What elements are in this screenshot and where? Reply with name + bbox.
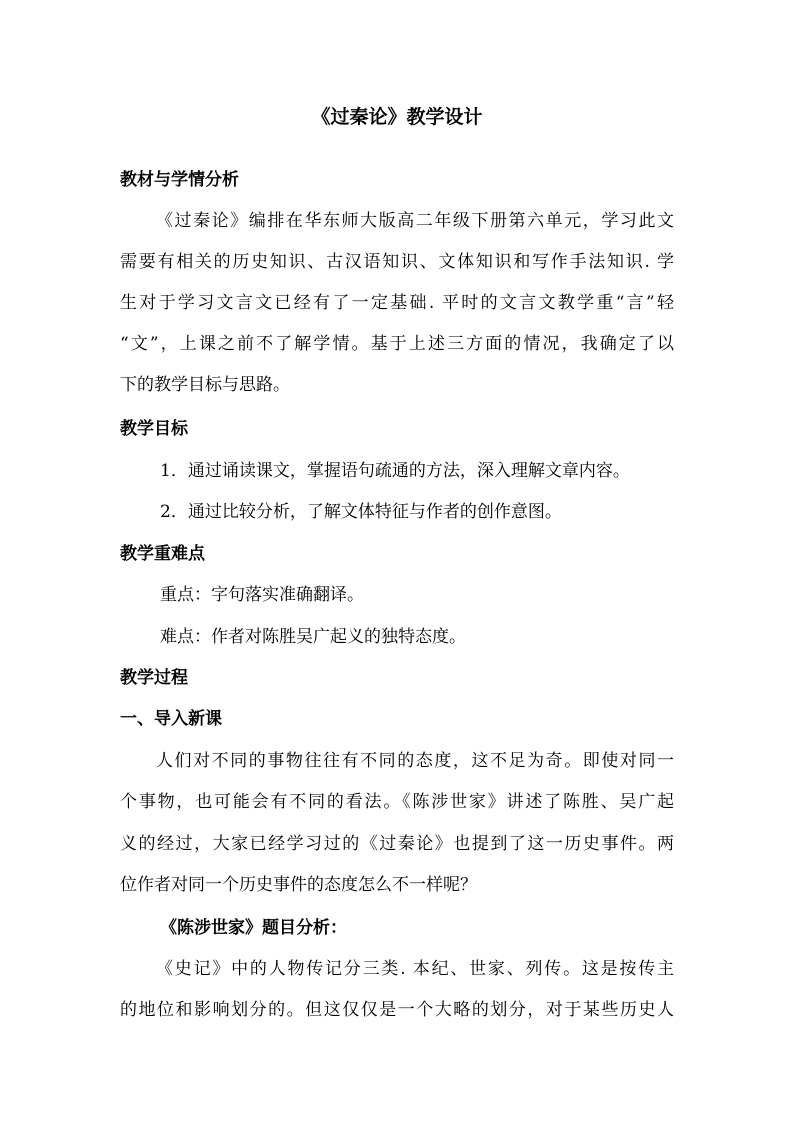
analysis-line-2: 需要有相关的历史知识、古汉语知识、文体知识和写作手法知识. 学	[120, 252, 674, 272]
document-title: 《过秦论》教学设计	[311, 106, 483, 128]
difficulty-item: 难点：作者对陈胜吴广起义的独特态度。	[160, 627, 466, 647]
analysis-line-5: 下的教学目标与思路。	[120, 375, 290, 395]
key-point-item: 重点：字句落实准确翻译。	[160, 585, 364, 605]
step1-line-2: 个事物，也可能会有不同的看法。《陈涉世家》讲述了陈胜、吴广起	[120, 792, 674, 812]
step-heading-introduction: 一、导入新课	[120, 709, 222, 729]
sub-heading-title-analysis: 《陈涉世家》题目分析：	[160, 918, 347, 938]
step1-line-1: 人们对不同的事物往往有不同的态度，这不足为奇。即使对同一	[156, 751, 674, 771]
section-heading-process: 教学过程	[120, 668, 188, 688]
goal-item-2: 2．通过比较分析，了解文体特征与作者的创作意图。	[160, 502, 562, 522]
goal-item-1: 1．通过诵读课文，掌握语句疏通的方法，深入理解文章内容。	[160, 461, 630, 481]
step1-line-3: 义的经过，大家已经学习过的《过秦论》也提到了这一历史事件。两	[120, 834, 674, 854]
section-heading-key-points: 教学重难点	[120, 544, 205, 564]
sub-line-1: 《史记》中的人物传记分三类. 本纪、世家、列传。这是按传主	[156, 959, 674, 979]
analysis-line-4: “文”，上课之前不了解学情。基于上述三方面的情况，我确定了以	[120, 334, 674, 354]
analysis-line-3: 生对于学习文言文已经有了一定基础. 平时的文言文教学重“言”轻	[120, 293, 674, 313]
section-heading-analysis: 教材与学情分析	[120, 170, 239, 190]
section-heading-goals: 教学目标	[120, 419, 188, 439]
analysis-line-1: 《过秦论》编排在华东师大版高二年级下册第六单元，学习此文	[156, 211, 674, 231]
sub-line-2: 的地位和影响划分的。但这仅仅是一个大略的划分，对于某些历史人	[120, 1000, 674, 1020]
step1-line-4: 位作者对同一个历史事件的态度怎么不一样呢？	[120, 875, 477, 895]
